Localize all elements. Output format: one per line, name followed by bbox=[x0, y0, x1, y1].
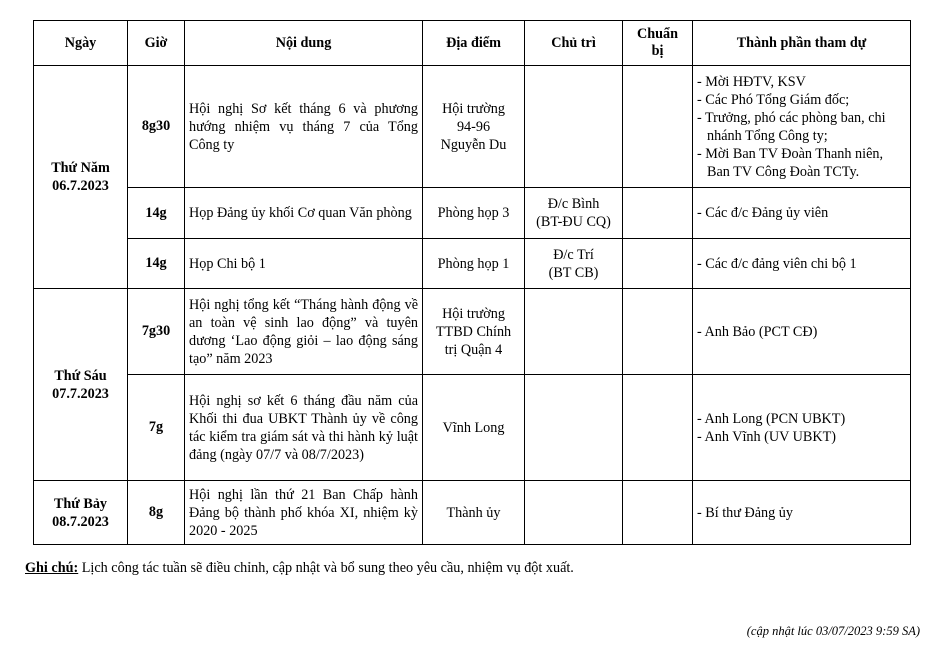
attendee-line: - Bí thư Đảng ủy bbox=[697, 504, 793, 521]
prep-cell bbox=[623, 239, 693, 289]
place-line: Hội trường bbox=[442, 305, 505, 322]
place-line: Phòng họp 3 bbox=[437, 205, 510, 221]
place-cell bbox=[423, 289, 525, 375]
chair-cell bbox=[525, 481, 623, 545]
header-day: Ngày bbox=[34, 21, 128, 66]
time-cell: 14g bbox=[128, 188, 185, 239]
prep-cell bbox=[623, 481, 693, 545]
table-row bbox=[34, 289, 911, 375]
attendee-line: - Các đ/c đảng viên chi bộ 1 bbox=[697, 255, 857, 272]
note-label: Ghi chú: bbox=[25, 560, 79, 576]
chair-cell bbox=[525, 239, 623, 289]
chair-line: Đ/c Bình bbox=[547, 196, 600, 212]
header-prep-line1: Chuẩn bbox=[636, 26, 678, 42]
place-line: Thành ủy bbox=[446, 504, 501, 521]
header-place: Địa điểm bbox=[423, 21, 525, 66]
header-attendees: Thành phần tham dự bbox=[693, 21, 911, 66]
attendee-line: - Các Phó Tổng Giám đốc; bbox=[697, 91, 850, 108]
day-cell bbox=[34, 289, 128, 481]
header-chair: Chủ trì bbox=[525, 21, 623, 66]
time-cell: 8g30 bbox=[128, 66, 185, 188]
day-weekday: Thứ Bảy bbox=[53, 495, 108, 512]
attendees-cell bbox=[693, 289, 911, 375]
content-cell: Hội nghị Sơ kết tháng 6 và phương hướng nhiệm vụ tháng 7 của Tổng Công ty bbox=[185, 66, 423, 188]
note bbox=[25, 560, 574, 577]
time-cell: 14g bbox=[128, 239, 185, 289]
attendee-line: - Anh Bảo (PCT CĐ) bbox=[697, 323, 818, 340]
content-cell: Hội nghị tổng kết “Tháng hành động về an toàn vệ sinh lao động” và tuyên dương ‘Lao động giỏi – lao động sáng tạo” năm 2023 bbox=[185, 289, 423, 375]
place-cell bbox=[423, 66, 525, 188]
content-cell: Hội nghị sơ kết 6 tháng đầu năm của Khối thi đua UBKT Thành ủy về công tác kiểm tra giám sát và thi hành kỷ luật đảng (ngày 07/7 và 08/7/2023) bbox=[185, 375, 423, 481]
header-prep bbox=[623, 21, 693, 66]
chair-line: (BT CB) bbox=[548, 264, 599, 281]
day-cell bbox=[34, 66, 128, 289]
content-cell: Họp Đảng ủy khối Cơ quan Văn phòng bbox=[185, 188, 423, 239]
attendee-line: - Anh Long (PCN UBKT) bbox=[697, 410, 846, 427]
updated-timestamp: (cập nhật lúc 03/07/2023 9:59 SA) bbox=[746, 624, 920, 638]
time-cell: 7g30 bbox=[128, 289, 185, 375]
content-cell: Hội nghị lần thứ 21 Ban Chấp hành Đảng bộ thành phố khóa XI, nhiệm kỳ 2020 - 2025 bbox=[185, 481, 423, 545]
chair-cell bbox=[525, 289, 623, 375]
attendee-line: - Mời HĐTV, KSV bbox=[697, 73, 806, 90]
place-line: Hội trường bbox=[442, 100, 505, 117]
table-row bbox=[34, 239, 911, 289]
attendee-line: - Anh Vĩnh (UV UBKT) bbox=[697, 428, 836, 445]
place-line: Nguyễn Du bbox=[440, 136, 507, 153]
chair-cell bbox=[525, 375, 623, 481]
attendees-cell bbox=[693, 188, 911, 239]
header-prep-line2: bị bbox=[651, 43, 664, 59]
day-date: 07.7.2023 bbox=[52, 385, 109, 402]
table-row bbox=[34, 66, 911, 188]
attendee-line-cont: Ban TV Công Đoàn TCTy. bbox=[707, 163, 860, 180]
day-weekday: Thứ Năm bbox=[51, 160, 110, 176]
place-line: TTBD Chính bbox=[435, 323, 512, 340]
prep-cell bbox=[623, 188, 693, 239]
chair-cell bbox=[525, 66, 623, 188]
attendees-cell bbox=[693, 481, 911, 545]
time-cell: 7g bbox=[128, 375, 185, 481]
table-row bbox=[34, 481, 911, 545]
attendee-line: - Mời Ban TV Đoàn Thanh niên, bbox=[697, 145, 884, 162]
table-row bbox=[34, 188, 911, 239]
place-line: trị Quận 4 bbox=[444, 341, 503, 358]
attendees-cell bbox=[693, 239, 911, 289]
day-weekday: Thứ Sáu bbox=[54, 367, 107, 384]
day-cell bbox=[34, 481, 128, 545]
chair-line: Đ/c Trí bbox=[553, 246, 594, 263]
prep-cell bbox=[623, 66, 693, 188]
header-row bbox=[34, 21, 911, 66]
attendees-cell bbox=[693, 66, 911, 188]
note-text: Lịch công tác tuần sẽ điều chỉnh, cập nhật và bổ sung theo yêu cầu, nhiệm vụ đột xuất. bbox=[78, 560, 574, 576]
day-date: 06.7.2023 bbox=[52, 178, 109, 194]
attendee-line-cont: nhánh Tổng Công ty; bbox=[707, 127, 828, 144]
chair-line: (BT-ĐU CQ) bbox=[536, 214, 611, 230]
place-line: 94-96 bbox=[456, 118, 491, 135]
attendee-line: - Các đ/c Đảng ủy viên bbox=[697, 205, 829, 221]
attendee-line: - Trưởng, phó các phòng ban, chi bbox=[697, 109, 886, 126]
time-cell: 8g bbox=[128, 481, 185, 545]
place-cell bbox=[423, 375, 525, 481]
table-row bbox=[34, 375, 911, 481]
attendees-cell bbox=[693, 375, 911, 481]
prep-cell bbox=[623, 375, 693, 481]
place-line: Vĩnh Long bbox=[442, 419, 505, 436]
place-cell bbox=[423, 188, 525, 239]
header-time: Giờ bbox=[128, 21, 185, 66]
place-cell bbox=[423, 239, 525, 289]
chair-cell bbox=[525, 188, 623, 239]
prep-cell bbox=[623, 289, 693, 375]
schedule-table bbox=[33, 20, 911, 545]
content-cell: Họp Chi bộ 1 bbox=[185, 239, 423, 289]
place-line: Phòng họp 1 bbox=[437, 255, 510, 272]
day-date: 08.7.2023 bbox=[52, 513, 109, 530]
header-content: Nội dung bbox=[185, 21, 423, 66]
place-cell bbox=[423, 481, 525, 545]
